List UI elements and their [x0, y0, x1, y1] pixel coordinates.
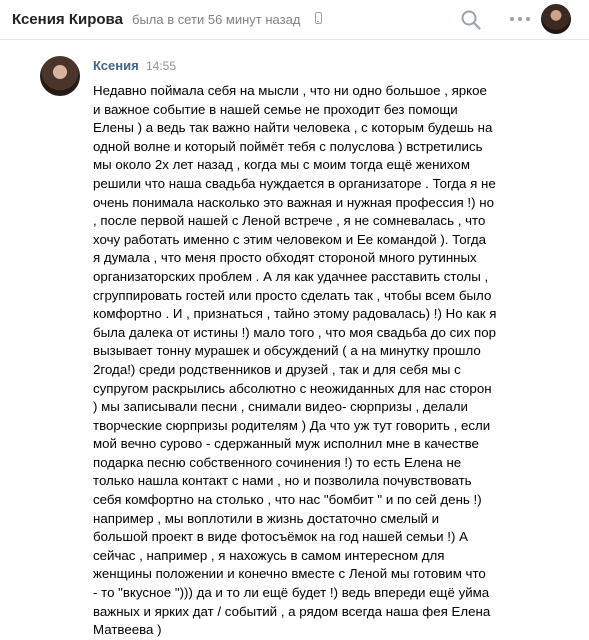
search-icon[interactable]: [460, 9, 482, 31]
message-line: вызывает тонну мурашек и обсуждений ( а на минутку прошло: [93, 343, 481, 359]
more-icon[interactable]: [508, 9, 532, 29]
message-line: мы около 2х лет назад , когда мы с моим тогда ещё женихом: [93, 157, 470, 173]
message-line: одной волне и который поймёт тебя с полуслова ) встретились: [93, 138, 483, 154]
message-line: решили что наша свадьба нуждается в организаторе . Тогда я не: [93, 175, 496, 191]
message-line: очень понимала насколько это важная и нужная профессия !) но: [93, 194, 494, 210]
sender-name[interactable]: Ксения: [93, 58, 139, 73]
message-line: Елены ) а ведь так важно найти человека , с которым будешь на: [93, 120, 493, 136]
message-line: 2года!) среди родственников и друзей , так и для себя мы с: [93, 361, 461, 377]
message-line: подарка песню собственного сочинения !) то есть Елена не: [93, 454, 462, 470]
message-line: ) мы записывали песни , снимали видео- сюрпризы , делали: [93, 399, 468, 415]
message-line: творческие сюрпризы родителям ) Да что уж тут говорить , если: [93, 417, 491, 433]
message-line: я думала , что меня просто обходят стороной много рутинных: [93, 250, 477, 266]
phone-icon: [315, 12, 322, 24]
message-time: 14:55: [146, 59, 177, 73]
avatar[interactable]: [541, 4, 571, 34]
message-line: сейчас , например , я нахожусь в самом интересном для: [93, 547, 445, 563]
message-line: сгруппировать гостей или просто сделать так , чтобы всем было: [93, 287, 492, 303]
last-seen-status: была в сети 56 минут назад: [132, 12, 301, 27]
message-line: важных и ярких дат / событий , а рядом всегда наша фея Елена: [93, 603, 491, 619]
message-line: себя комфортно на столько , что нас "бомбит " и по сей день !): [93, 492, 482, 508]
message-line: комфортно . И , признаться , тайно этому радовалась) !) Но как я: [93, 306, 497, 322]
message-line: была далека от истины !) мало того , что моя свадьба до сих пор: [93, 324, 497, 340]
message-text: [93, 82, 513, 640]
message-line: организаторских проблем . А ля как удачнее расставить столы ,: [93, 268, 489, 284]
message-line: мой вечно суровo - сдержанный муж исполнил мне в качестве: [93, 436, 479, 452]
message-line: , после первой нашей с Леной встрече , я не сомневалась , что: [93, 213, 486, 229]
message-line: супругом раскрылись абсолютно с неожиданных для нас сторон: [93, 380, 492, 396]
contact-name[interactable]: Ксения Кирова: [12, 11, 123, 28]
message-line: - то "вкусное "))) да и то ли ещё будет !) ведь впереди ещё уйма: [93, 585, 490, 601]
message-line: женщины положении и конечно вместе с Леной мы готовим что: [93, 566, 486, 582]
message-line: хочу работать именно с этим человеком и Ее командой ). Тогда: [93, 231, 487, 247]
message-line: Матвеева ): [93, 622, 162, 638]
message-line: и важное событие в нашей семье не проходит без помощи: [93, 101, 458, 117]
message-line: большой проект в виде фотосъёмок на год нашей семьи !) А: [93, 529, 468, 545]
message-line: например , мы воплотили в жизнь достаточно смелый и: [93, 510, 440, 526]
message-line: только нашла контакт с нами , но и позволила почувствовать: [93, 473, 472, 489]
chat-header: [0, 0, 589, 40]
message-line: Недавно поймала себя на мысли , что ни одно большое , яркое: [93, 83, 487, 98]
sender-avatar[interactable]: [40, 56, 80, 96]
